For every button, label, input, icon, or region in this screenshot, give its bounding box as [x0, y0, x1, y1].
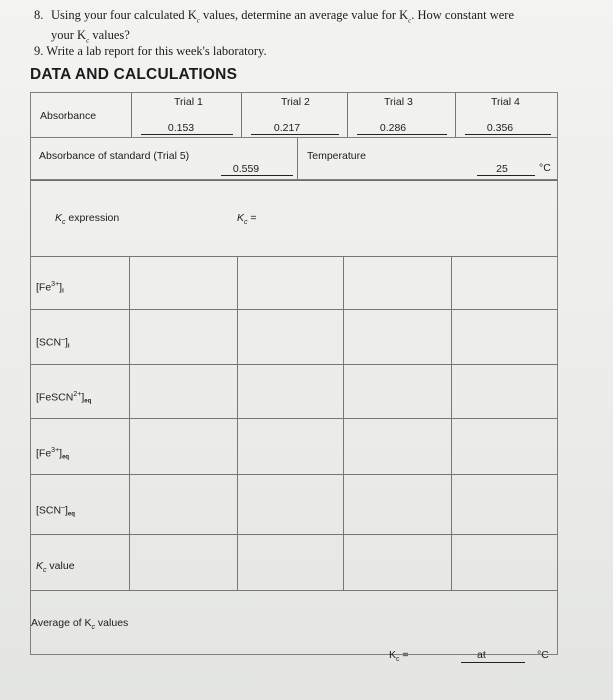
kc-value-label — [36, 560, 75, 574]
row-4-sup: – — [61, 504, 65, 511]
question-8-sub: c — [196, 16, 200, 25]
question-8-line2-text: your K — [51, 27, 87, 42]
divider — [455, 93, 456, 138]
average-temperature-underline[interactable] — [461, 662, 525, 663]
trial-1-underline — [141, 134, 233, 135]
divider — [297, 138, 298, 179]
trial-3-value[interactable]: 0.286 — [379, 122, 407, 134]
question-8-text-mid: values, determine an average value for K — [199, 8, 409, 22]
row-divider — [31, 534, 558, 535]
column-divider — [451, 256, 452, 590]
question-8-line2-sub: c — [86, 36, 90, 44]
row-0-sup: 3+ — [51, 281, 60, 288]
average-at-label: at — [477, 649, 486, 661]
trial-1-label: Trial 1 — [174, 96, 203, 108]
row-3-close: ] — [59, 447, 63, 460]
row-1-sup: – — [61, 336, 65, 343]
section-title: DATA AND CALCULATIONS — [30, 66, 238, 83]
row-2-sub: eq — [84, 398, 92, 405]
average-kc-field[interactable] — [389, 649, 409, 663]
average-text-end: values — [95, 617, 129, 629]
row-1-main: [SCN — [36, 336, 62, 349]
standard-value[interactable]: 0.559 — [232, 163, 260, 175]
row-0-close: ] — [59, 281, 63, 294]
kc-expression-label — [55, 212, 119, 226]
row-1-sub: i — [67, 343, 70, 350]
row-3-sub: eq — [62, 454, 70, 461]
row-3-main: [Fe — [36, 447, 52, 460]
standard-underline — [221, 175, 293, 176]
column-divider — [129, 256, 130, 590]
row-3-sup: 3+ — [51, 447, 60, 454]
row-label-fe-initial — [36, 281, 64, 295]
kc-value-sub: c — [43, 567, 47, 575]
average-unit: °C — [537, 649, 549, 661]
kc-expression-text: expression — [65, 212, 120, 224]
row-4-main: [SCN — [36, 504, 62, 517]
kc-value-text: value — [46, 560, 75, 572]
kc-expression-field[interactable] — [237, 212, 257, 226]
question-8-sub2: c — [408, 16, 412, 25]
absorbance-box — [30, 92, 558, 138]
row-2-close: ] — [81, 391, 85, 404]
trial-1-value[interactable]: 0.153 — [167, 122, 195, 134]
trial-3-underline — [357, 134, 447, 135]
temperature-underline — [477, 175, 535, 176]
row-divider — [31, 418, 558, 419]
trial-4-value[interactable]: 0.356 — [486, 122, 514, 134]
row-divider — [31, 364, 558, 365]
row-4-close: ] — [65, 504, 68, 517]
absorbance-label: Absorbance — [40, 110, 97, 122]
trial-2-label: Trial 2 — [281, 96, 310, 108]
kc-value-symbol: K — [36, 560, 44, 572]
temperature-value[interactable]: 25 — [496, 163, 508, 175]
standard-label: Absorbance of standard (Trial 5) — [39, 150, 190, 162]
trial-3-label: Trial 3 — [384, 96, 413, 108]
question-8 — [34, 8, 564, 47]
row-divider — [31, 256, 558, 257]
divider — [241, 93, 242, 138]
trial-4-underline — [465, 134, 551, 135]
average-kc-label — [31, 617, 128, 631]
question-8-line2-end: values? — [89, 27, 130, 42]
temperature-label: Temperature — [307, 150, 366, 162]
column-divider — [237, 256, 238, 590]
kc-field-equals: = — [247, 212, 257, 224]
kc-subscript: c — [62, 219, 66, 227]
standard-box — [30, 138, 558, 180]
average-kc-sub: c — [396, 656, 400, 664]
question-8-text: Using your four calculated K — [51, 8, 197, 22]
question-8-text-end: . How constant were — [411, 8, 514, 22]
divider — [131, 93, 132, 138]
row-2-sup: 2+ — [73, 391, 82, 398]
question-8-number: 8. — [34, 8, 44, 22]
average-kc-equals: = — [399, 649, 409, 661]
average-kc-symbol: K — [389, 649, 397, 661]
kc-field-subscript: c — [244, 219, 248, 227]
trial-4-label: Trial 4 — [491, 96, 520, 108]
row-divider — [31, 474, 558, 475]
column-divider — [343, 256, 344, 590]
row-0-sub: i — [62, 288, 64, 295]
temperature-unit: °C — [539, 162, 551, 174]
average-sub: c — [91, 624, 96, 632]
row-4-sub: eq — [67, 511, 75, 518]
row-label-scn-eq — [36, 504, 75, 518]
row-label-fescn-eq — [36, 391, 91, 405]
kc-symbol: K — [55, 212, 63, 224]
data-grid — [30, 180, 558, 664]
trial-2-value[interactable]: 0.217 — [273, 122, 301, 134]
trial-2-underline — [251, 134, 339, 135]
divider — [347, 93, 348, 138]
row-2-main: [FeSCN — [36, 391, 74, 404]
row-label-fe-eq — [36, 447, 69, 461]
average-text: Average of K — [31, 617, 92, 629]
row-0-main: [Fe — [36, 281, 52, 294]
row-divider — [31, 590, 558, 591]
question-9: 9. Write a lab report for this week's laboratory. — [34, 44, 267, 58]
row-1-close: ] — [65, 336, 68, 349]
row-divider — [31, 309, 558, 310]
kc-field-symbol: K — [237, 212, 245, 224]
row-label-scn-initial — [36, 336, 70, 350]
